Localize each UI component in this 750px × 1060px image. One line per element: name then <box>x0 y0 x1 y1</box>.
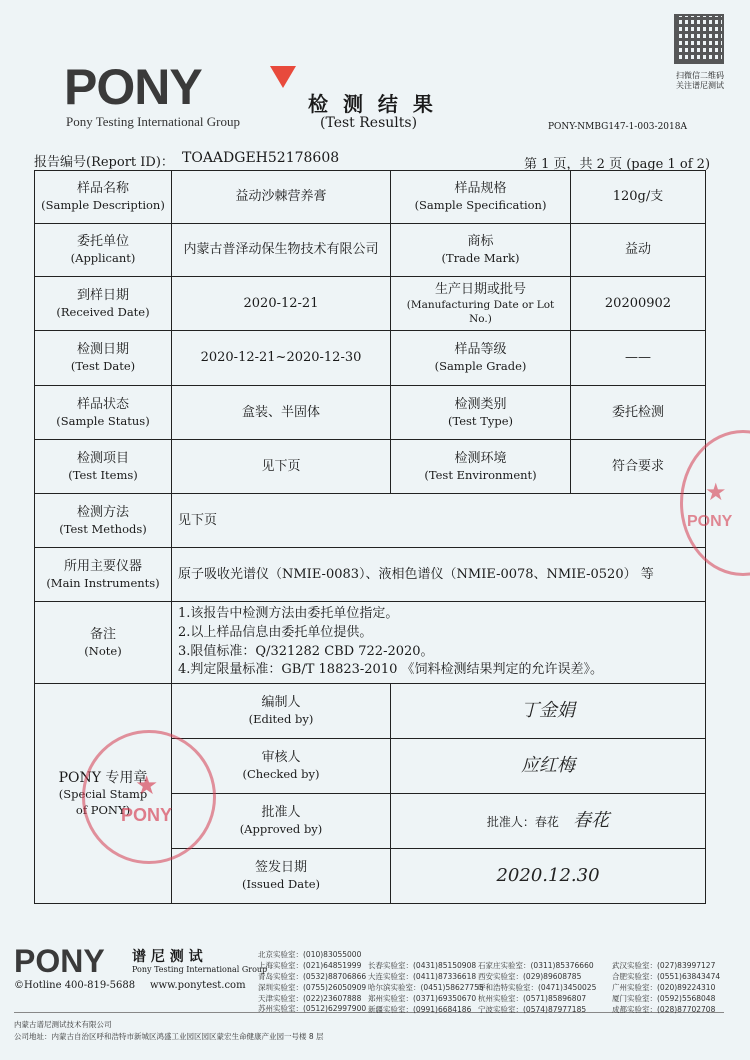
stamp-star-icon: ★ <box>135 771 159 801</box>
table-row <box>35 386 706 440</box>
seam-stamp-text: PONY <box>687 513 733 530</box>
trade-mark-value: 益动 <box>571 224 706 277</box>
page-subtitle: (Test Results) <box>320 115 418 131</box>
test-methods-value: 见下页 <box>172 494 706 548</box>
test-type-label: 检测类别 (Test Type) <box>391 386 571 440</box>
official-stamp <box>82 730 216 864</box>
table-row <box>35 277 706 331</box>
footer-labs-col4: 武汉实验室：(027)83997127 合肥实验室：(0551)63843474 广州实验室：(020)89224310 厦门实验室：(0592)5568048 成都实验室：(028)87702708 <box>612 961 721 1014</box>
received-date-value: 2020-12-21 <box>172 277 391 331</box>
footer-logo: PONY <box>14 943 105 979</box>
test-date-label: 检测日期 (Test Date) <box>35 331 172 386</box>
received-date-label: 到样日期 (Received Date) <box>35 277 172 331</box>
note-value <box>172 602 706 684</box>
applicant-value: 内蒙古普泽动保生物技术有限公司 <box>172 224 391 277</box>
edited-label: 编制人 (Edited by) <box>172 684 391 739</box>
footer-labs-col3: 石家庄实验室：(0311)85376660 西安实验室：(029)89608785 呼和浩特实验室：(0471)3450025 杭州实验室：(0571)85896807 宁波实验室：(0574)87977185 <box>478 961 597 1014</box>
note-line: 1.该报告中检测方法由委托单位指定。 <box>178 605 399 621</box>
note-line: 4.判定限量标准：GB/T 18823-2010 《饲料检测结果判定的允许误差》。 <box>178 662 603 678</box>
mfg-date-value: 20200902 <box>571 277 706 331</box>
footer-website[interactable]: www.ponytest.com <box>150 980 246 991</box>
stamp-center-text: PONY <box>121 805 173 825</box>
checked-label: 审核人 (Checked by) <box>172 739 391 794</box>
note-line: 3.限值标准：Q/321282 CBD 722-2020。 <box>178 643 434 659</box>
logo-subtitle: Pony Testing International Group <box>66 114 240 129</box>
test-env-label: 检测环境 (Test Environment) <box>391 440 571 494</box>
issued-label: 签发日期 (Issued Date) <box>172 849 391 904</box>
sample-status-value: 盒装、半固体 <box>172 386 391 440</box>
footer-brand-zh: 谱 尼 测 试 <box>132 949 203 965</box>
test-type-value: 委托检测 <box>571 386 706 440</box>
approved-signature: 批准人：春花 春花 <box>391 794 706 849</box>
approved-prefix: 批准人：春花 <box>486 814 559 829</box>
qr-code-icon <box>674 14 724 64</box>
table-row <box>35 171 706 224</box>
table-row <box>35 602 706 684</box>
note-line: 2.以上样品信息由委托单位提供。 <box>178 624 373 640</box>
seam-stamp-star-icon: ★ <box>705 478 727 506</box>
test-methods-label: 检测方法 (Test Methods) <box>35 494 172 548</box>
test-date-value: 2020-12-21~2020-12-30 <box>172 331 391 386</box>
document-code: PONY-NMBG147-1-003-2018A <box>548 122 687 132</box>
footer-brand-en: Pony Testing International Group <box>132 965 268 974</box>
logo-triangle-icon <box>270 66 296 88</box>
mfg-date-label: 生产日期或批号 (Manufacturing Date or Lot No.) <box>391 277 571 331</box>
qr-caption-1: 扫微信二维码 <box>676 71 724 80</box>
sample-desc-label: 样品名称 (Sample Description) <box>35 171 172 224</box>
footer-hotline: ©Hotline 400-819-5688 <box>14 980 136 991</box>
test-items-value: 见下页 <box>172 440 391 494</box>
checked-signature: 应红梅 <box>391 739 706 794</box>
report-id: TOAADGEH52178608 <box>182 150 340 166</box>
sample-spec-label: 样品规格 (Sample Specification) <box>391 171 571 224</box>
table-row <box>35 494 706 548</box>
instruments-value: 原子吸收光谱仪（NMIE-0083）、液相色谱仪（NMIE-0078、NMIE-0520） 等 <box>172 548 706 602</box>
qr-caption-2: 关注谱尼测试 <box>676 81 724 90</box>
sample-desc-value: 益动沙棘营养膏 <box>172 171 391 224</box>
sample-grade-value: —— <box>571 331 706 386</box>
footer-address: 公司地址：内蒙古自治区呼和浩特市新城区鸿盛工业园区园区蒙宏生命健康产业园一号楼 8 层 <box>14 1032 324 1041</box>
stamp-label: PONY 专用章 (Special Stamp of PONY) <box>35 684 172 904</box>
approved-label: 批准人 (Approved by) <box>172 794 391 849</box>
applicant-label: 委托单位 (Applicant) <box>35 224 172 277</box>
test-env-value: 符合要求 <box>571 440 706 494</box>
page-title: 检 测 结 果 <box>308 92 437 116</box>
test-items-label: 检测项目 (Test Items) <box>35 440 172 494</box>
table-row <box>35 331 706 386</box>
issued-signature: 2020.12.30 <box>391 849 706 904</box>
note-label: 备注 (Note) <box>35 602 172 684</box>
table-row <box>35 548 706 602</box>
pony-logo: PONY <box>64 58 264 118</box>
table-row <box>35 224 706 277</box>
sample-spec-value: 120g/支 <box>571 171 706 224</box>
sample-grade-label: 样品等级 (Sample Grade) <box>391 331 571 386</box>
edited-signature: 丁金娟 <box>391 684 706 739</box>
footer-company: 内蒙古谱尼测试技术有限公司 <box>14 1020 112 1029</box>
trade-mark-label: 商标 (Trade Mark) <box>391 224 571 277</box>
sample-status-label: 样品状态 (Sample Status) <box>35 386 172 440</box>
table-row <box>35 440 706 494</box>
page-info: 第 1 页，共 2 页 (page 1 of 2) <box>524 157 711 172</box>
footer-labs-col1: 北京实验室：(010)83055000 上海实验室：(021)64851999 青岛实验室：(0532)88706866 深圳实验室：(0755)26050909 天津实验室：(022)23607888 苏州实验室：(0512)62997900 <box>258 950 367 1014</box>
footer-labs-col2: 长春实验室：(0431)85150908 大连实验室：(0411)87336618 哈尔滨实验室：(0451)58627755 郑州实验室：(0371)69350670 新疆实验室：(0991)6684186 <box>368 961 484 1014</box>
instruments-label: 所用主要仪器 (Main Instruments) <box>35 548 172 602</box>
report-id-label: 报告编号(Report ID)： <box>34 155 174 170</box>
